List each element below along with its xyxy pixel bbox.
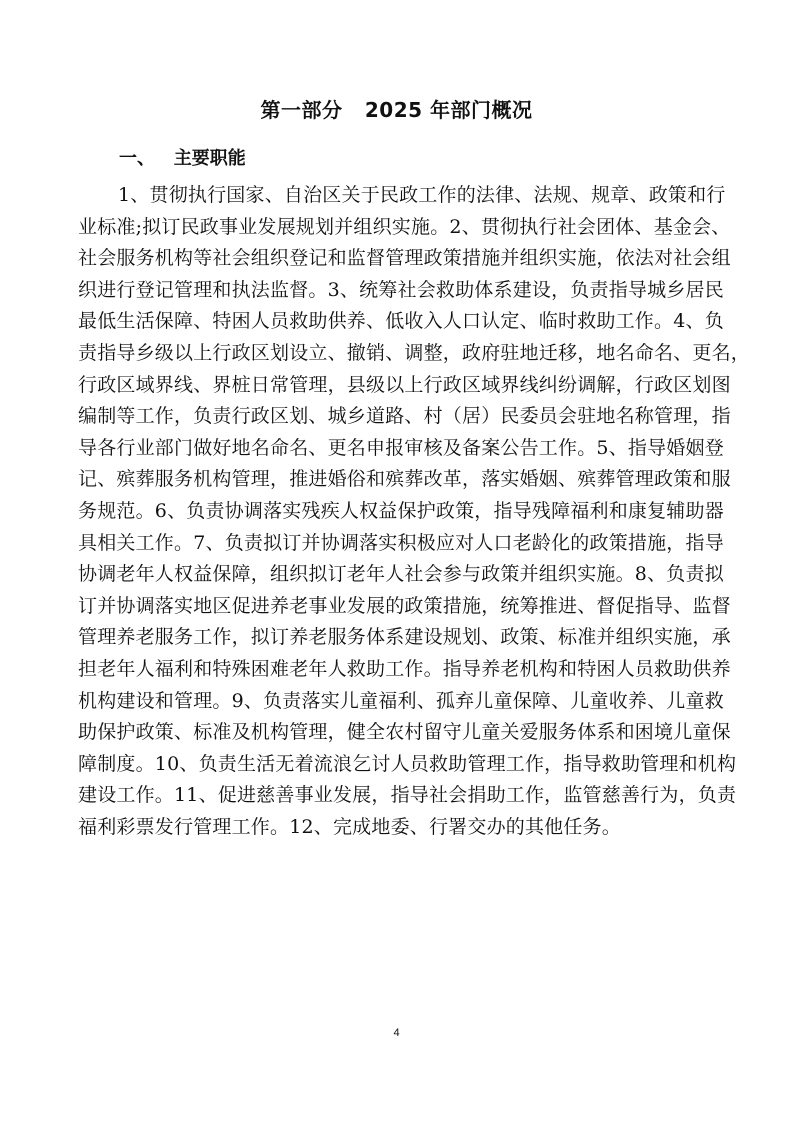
body-line: 导各行业部门做好地名命名、更名申报审核及备案公告工作。5、指导婚姻登 xyxy=(78,436,724,459)
body-line: 具相关工作。7、负责拟订并协调落实积极应对人口老龄化的政策措施，指导 xyxy=(78,531,724,554)
section-heading: 一、 主要职能 xyxy=(119,148,246,169)
page-title: 第一部分 2025 年部门概况 xyxy=(260,98,533,122)
page-number: 4 xyxy=(393,1027,400,1039)
body-text xyxy=(78,180,751,843)
body-line: 协调老年人权益保障，组织拟订老年人社会参与政策并组织实施。8、负责拟 xyxy=(78,563,724,586)
body-line: 建设工作。11、促进慈善事业发展，指导社会捐助工作，监管慈善行为，负责 xyxy=(78,784,737,807)
body-line: 社会服务机构等社会组织登记和监督管理政策措施并组织实施，依法对社会组 xyxy=(78,247,731,270)
body-line: 福利彩票发行管理工作。12、完成地委、行署交办的其他任务。 xyxy=(78,815,621,838)
body-line: 障制度。10、负责生活无着流浪乞讨人员救助管理工作，指导救助管理和机构 xyxy=(78,752,737,775)
body-line: 1、贯彻执行国家、自治区关于民政工作的法律、法规、规章、政策和行 xyxy=(118,184,726,206)
body-line: 担老年人福利和特殊困难老年人救助工作。指导养老机构和特困人员救助供养 xyxy=(78,657,731,680)
body-line: 织进行登记管理和执法监督。3、统筹社会救助体系建设，负责指导城乡居民 xyxy=(78,278,724,301)
body-line: 编制等工作，负责行政区划、城乡道路、村（居）民委员会驻地名称管理，指 xyxy=(78,405,731,428)
body-line: 记、殡葬服务机构管理，推进婚俗和殡葬改革，落实婚姻、殡葬管理政策和服 xyxy=(78,468,731,491)
body-line: 业标准;拟订民政事业发展规划并组织实施。2、贯彻执行社会团体、基金会、 xyxy=(78,215,731,238)
body-line: 管理养老服务工作，拟订养老服务体系建设规划、政策、标准并组织实施，承 xyxy=(78,626,731,649)
body-line: 最低生活保障、特困人员救助供养、低收入人口认定、临时救助工作。4、负 xyxy=(78,310,724,333)
body-line: 助保护政策、标准及机构管理，健全农村留守儿童关爱服务体系和困境儿童保 xyxy=(78,721,731,744)
body-line: 务规范。6、负责协调落实残疾人权益保护政策，指导残障福利和康复辅助器 xyxy=(78,499,724,522)
body-line: 机构建设和管理。9、负责落实儿童福利、孤弃儿童保障、儿童收养、儿童救 xyxy=(78,689,724,712)
body-line: 行政区域界线、界桩日常管理，县级以上行政区域界线纠纷调解，行政区划图 xyxy=(78,373,731,396)
body-line: 责指导乡级以上行政区划设立、撤销、调整，政府驻地迁移，地名命名、更名， xyxy=(78,341,751,364)
body-line: 订并协调落实地区促进养老事业发展的政策措施，统筹推进、督促指导、监督 xyxy=(78,594,731,617)
